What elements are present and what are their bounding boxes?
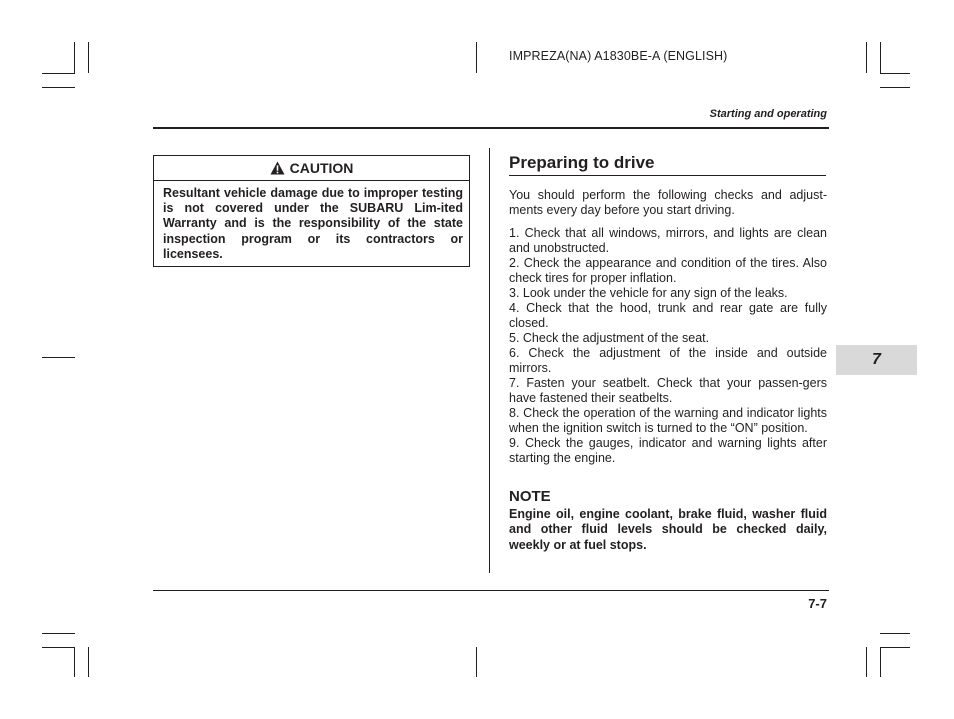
checklist-item: 2. Check the appearance and condition of the tires. Also check tires for proper inflation. [509, 256, 827, 285]
section-title: Starting and operating [709, 108, 827, 120]
heading-rule [509, 175, 826, 176]
intro-paragraph: You should perform the following checks and adjust-ments every day before you start driving. [509, 188, 827, 217]
checklist-item: 7. Fasten your seatbelt. Check that your passen-gers have fastened their seatbelts. [509, 376, 827, 405]
chapter-tab [836, 345, 917, 375]
caution-box [153, 155, 470, 267]
caution-title: CAUTION [289, 160, 354, 176]
checklist [509, 226, 827, 466]
section-heading: Preparing to drive [509, 153, 655, 172]
document-id: IMPREZA(NA) A1830BE-A (ENGLISH) [509, 49, 728, 63]
header-rule [153, 127, 829, 129]
checklist-item: 4. Check that the hood, trunk and rear gate are fully closed. [509, 301, 827, 330]
checklist-item: 1. Check that all windows, mirrors, and lights are clean and unobstructed. [509, 226, 827, 255]
checklist-item: 5. Check the adjustment of the seat. [509, 331, 710, 345]
caution-header [154, 156, 469, 181]
checklist-item: 8. Check the operation of the warning and indicator lights when the ignition switch is turned to the “ON” position. [509, 406, 827, 435]
column-divider [489, 148, 490, 573]
caution-text: Resultant vehicle damage due to improper testing is not covered under the SUBARU Lim-ited Warranty and is the responsibility of the state inspection program or its contractors or licensees. [163, 186, 463, 261]
note-title: NOTE [509, 488, 551, 505]
page-number: 7-7 [808, 596, 827, 611]
chapter-number: 7 [872, 351, 881, 368]
checklist-item: 9. Check the gauges, indicator and warning lights after starting the engine. [509, 436, 827, 465]
warning-triangle-icon [270, 161, 285, 175]
footer-rule [153, 590, 829, 591]
checklist-item: 3. Look under the vehicle for any sign of the leaks. [509, 286, 788, 300]
checklist-item: 6. Check the adjustment of the inside and outside mirrors. [509, 346, 827, 375]
note-text: Engine oil, engine coolant, brake fluid, washer fluid and other fluid levels should be checked daily, weekly or at fuel stops. [509, 507, 827, 552]
